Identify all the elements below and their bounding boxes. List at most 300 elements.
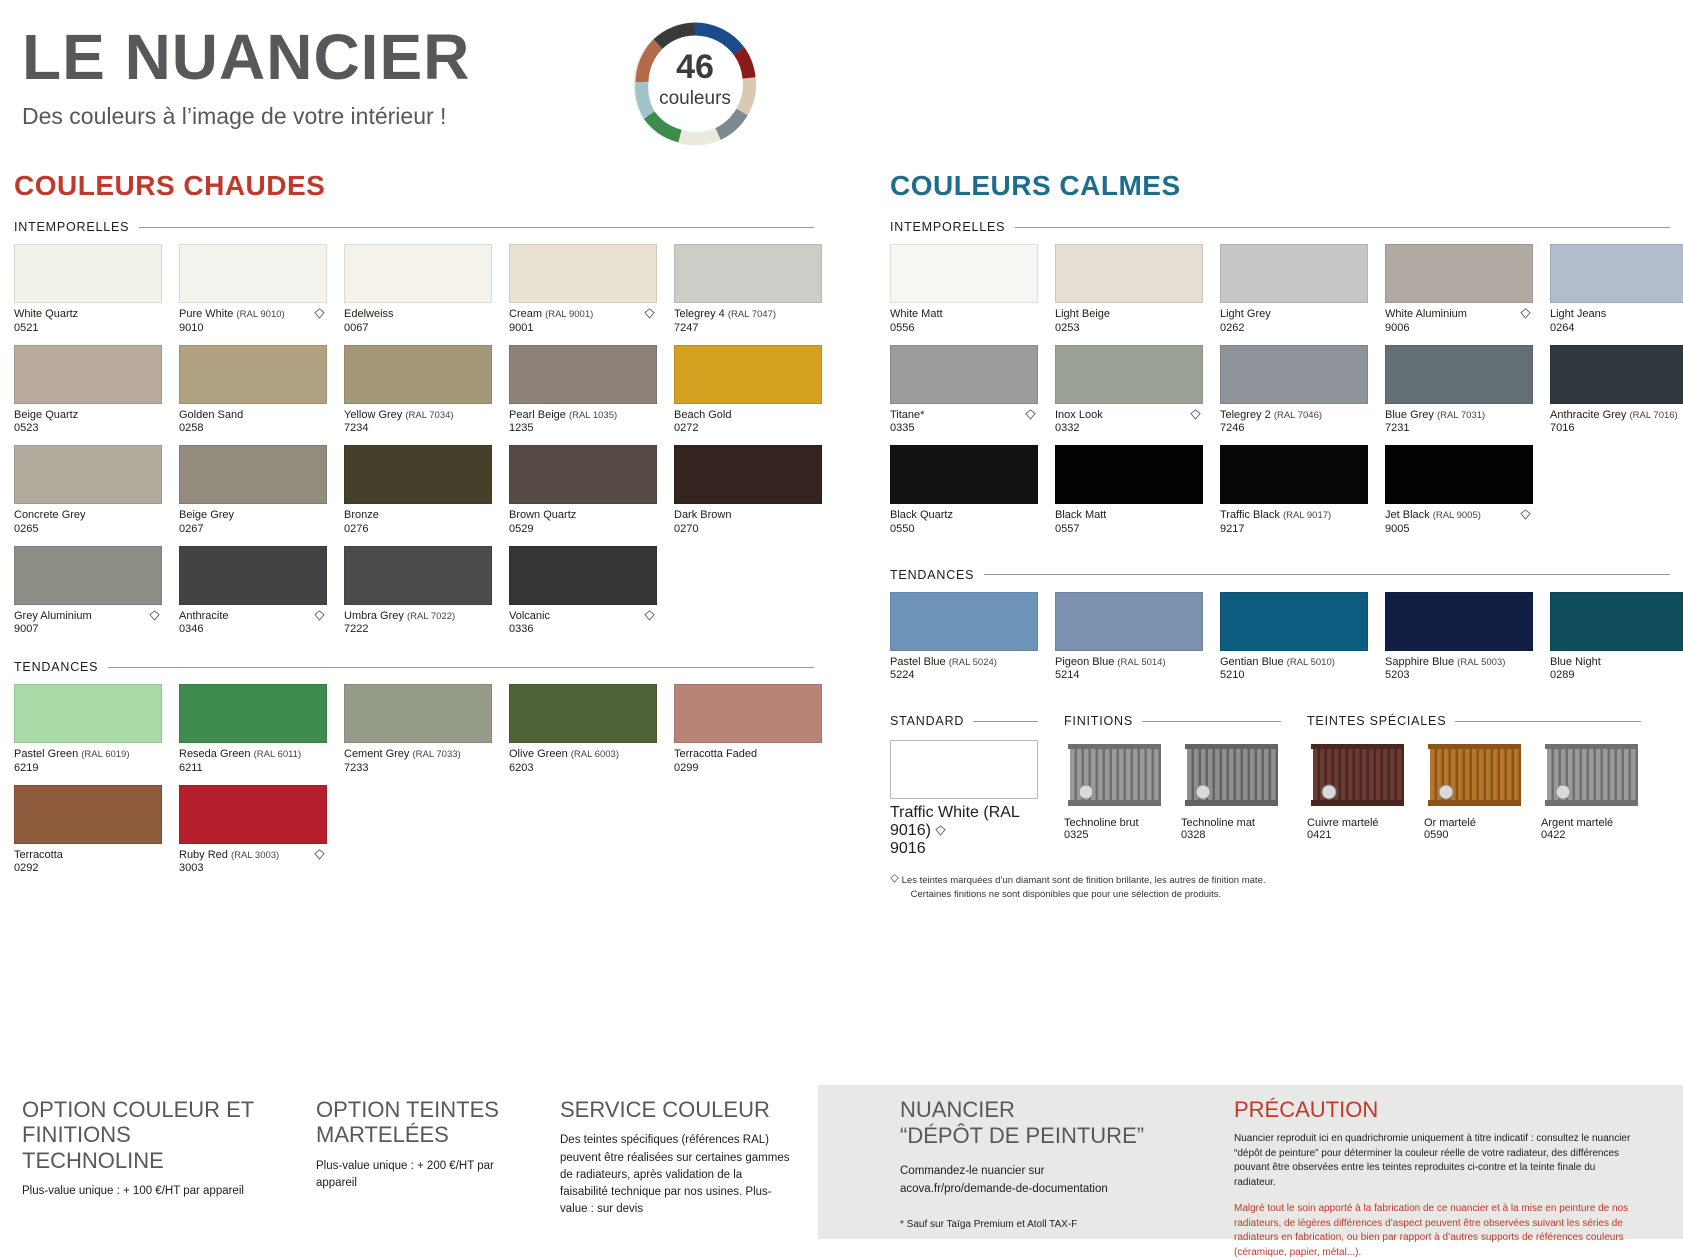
color-swatch[interactable]: [179, 546, 327, 638]
option-teintes-title: OPTION TEINTES MARTELÉES: [316, 1097, 499, 1148]
finitions-label: FINITIONS: [1064, 714, 1134, 728]
warm-colors-column: [14, 170, 814, 885]
swatch-code: 0253: [1055, 321, 1080, 334]
swatch-name: White Quartz: [14, 308, 79, 320]
swatch-name: Black Quartz: [890, 509, 953, 521]
swatch-code: 0067: [344, 321, 369, 334]
divider: [1455, 721, 1641, 722]
swatch-code: 0267: [179, 522, 204, 535]
swatch-code: 7246: [1220, 422, 1245, 435]
nuancier-note: * Sauf sur Taïga Premium et Atoll TAX-F: [900, 1218, 1078, 1230]
swatch-code: 1235: [509, 422, 534, 435]
swatch-name: Sapphire Blue (RAL 5003): [1385, 655, 1506, 668]
swatch-chip[interactable]: [1550, 345, 1683, 404]
nuancier-block: [900, 1097, 1170, 1260]
teintes-items: [1307, 740, 1641, 841]
gloss-diamond-icon: [890, 874, 899, 888]
swatch-chip[interactable]: [179, 445, 327, 504]
page-header: [22, 10, 802, 155]
gloss-diamond-icon: [644, 308, 655, 319]
swatch-name: Grey Aluminium: [14, 609, 92, 622]
swatch-name: White Matt: [890, 308, 943, 320]
swatch-chip[interactable]: [890, 244, 1038, 303]
finish-item[interactable]: [1181, 740, 1281, 841]
finish-item[interactable]: [1307, 740, 1407, 841]
swatch-chip[interactable]: [179, 244, 327, 303]
swatch-name: Beige Grey: [179, 509, 235, 521]
swatch-ral: (RAL 6011): [253, 749, 302, 760]
swatch-code: 7234: [344, 422, 369, 435]
swatch-chip[interactable]: [14, 785, 162, 844]
swatch-code: 0556: [890, 321, 915, 334]
radiator-icon: [1181, 740, 1281, 812]
swatch-chip[interactable]: [509, 244, 657, 303]
calm-colors-column: [890, 170, 1678, 903]
swatch-ral: (RAL 9001): [545, 309, 594, 320]
swatch-chip[interactable]: [179, 785, 327, 844]
swatch-name: Ruby Red (RAL 3003): [179, 848, 280, 861]
swatch-chip[interactable]: [674, 244, 822, 303]
teintes-label: TEINTES SPÉCIALES: [1307, 714, 1447, 728]
color-swatch[interactable]: [1055, 345, 1203, 437]
gloss-diamond-icon: [1025, 409, 1036, 420]
precaution-text-2: Malgré tout le soin apporté à la fabrication de ce nuancier et à la mise en peinture de nos radiateurs, de légères différences d’aspect peuvent être observées suivant les séries de radiateurs en fabrication, ou bien par rapport à d’autres supports de références couleurs (céramique, papier, métal...).: [1234, 1203, 1629, 1258]
swatch-code: 0550: [890, 522, 915, 535]
color-swatch[interactable]: [890, 592, 1038, 684]
swatch-ral: (RAL 7034): [405, 409, 454, 421]
color-swatch[interactable]: [890, 244, 1038, 336]
swatch-name: Inox Look: [1055, 408, 1103, 421]
gloss-diamond-icon: [314, 308, 325, 319]
service-couleur-block: [560, 1097, 790, 1219]
swatch-name: Traffic Black (RAL 9017): [1220, 509, 1332, 521]
color-swatch[interactable]: [14, 244, 162, 336]
finish-code: 0328: [1181, 829, 1206, 841]
finishes-row: [890, 714, 1670, 858]
swatch-code: 9217: [1220, 522, 1245, 535]
option-couleur-text: Plus-value unique : + 100 €/HT par appareil: [22, 1184, 244, 1197]
swatch-name: Terracotta: [14, 848, 63, 861]
radiator-icon: [1424, 740, 1524, 812]
radiator-icon: [1541, 740, 1641, 812]
color-swatch[interactable]: [1385, 244, 1533, 336]
swatch-code: 7233: [344, 761, 369, 774]
swatch-chip[interactable]: [1385, 445, 1533, 504]
swatch-name: Umbra Grey (RAL 7022): [344, 609, 456, 622]
standard-block: [890, 714, 1038, 858]
swatch-code: 0270: [674, 522, 699, 535]
swatch-ral: (RAL 7016): [1629, 409, 1678, 421]
swatch-code: 0332: [1055, 422, 1080, 435]
swatch-chip[interactable]: [509, 345, 657, 404]
swatch-chip[interactable]: [1055, 592, 1203, 651]
nuancier-link[interactable]: acova.fr/pro/demande-de-documentation: [900, 1183, 1108, 1196]
color-swatch[interactable]: [1220, 244, 1368, 336]
swatch-ral: (RAL 6003): [570, 749, 619, 760]
swatch-chip[interactable]: [674, 345, 822, 404]
precaution-title: PRÉCAUTION: [1234, 1097, 1379, 1122]
finish-name: Argent martelé: [1541, 817, 1614, 829]
finitions-heading: [1064, 714, 1281, 728]
swatch-name: Concrete Grey: [14, 509, 86, 521]
swatch-ral: (RAL 5003): [1457, 656, 1506, 668]
swatch-name: Black Matt: [1055, 509, 1107, 521]
nuancier-title-2: “DÉPÔT DE PEINTURE”: [900, 1123, 1145, 1149]
warm-timeless-grid: [14, 244, 814, 646]
color-swatch[interactable]: [179, 785, 327, 877]
swatch-chip[interactable]: [14, 546, 162, 605]
swatch-chip[interactable]: [179, 546, 327, 605]
warm-trends-grid: [14, 684, 814, 885]
swatch-code: 0521: [14, 321, 39, 334]
swatch-ral: (RAL 7022): [406, 610, 456, 622]
color-swatch[interactable]: [1220, 345, 1368, 437]
swatch-ral: (RAL 6019): [81, 749, 130, 760]
page-title: LE NUANCIER: [22, 21, 471, 93]
swatch-code: 9006: [1385, 321, 1410, 334]
finish-name: Cuivre martelé: [1307, 817, 1379, 829]
color-swatch[interactable]: [890, 345, 1038, 437]
gloss-diamond-icon: [644, 610, 655, 621]
swatch-name: Light Beige: [1055, 308, 1111, 320]
swatch-code: 7247: [674, 321, 699, 334]
swatch-chip[interactable]: [1550, 244, 1683, 303]
swatch-ral: (RAL 1035): [568, 409, 618, 421]
swatch-code: 6219: [14, 761, 39, 774]
finish-image: [1064, 740, 1164, 812]
swatch-chip[interactable]: [344, 684, 492, 743]
swatch-name: Blue Grey (RAL 7031): [1385, 408, 1486, 421]
finish-item[interactable]: [1064, 740, 1164, 841]
swatch-code: 6211: [179, 761, 203, 774]
swatch-name: Light Grey: [1220, 308, 1271, 320]
swatch-code: 9001: [509, 321, 534, 334]
standard-ral: (RAL 9016): [890, 804, 1020, 839]
color-swatch[interactable]: [14, 546, 162, 638]
color-swatch[interactable]: [179, 445, 327, 537]
nuancier-text-1: Commandez-le nuancier sur: [900, 1164, 1045, 1177]
swatch-chip[interactable]: [1385, 244, 1533, 303]
swatch-chip[interactable]: [509, 445, 657, 504]
color-swatch[interactable]: [344, 445, 492, 537]
precaution-block: [1234, 1097, 1634, 1260]
swatch-name: Beach Gold: [674, 408, 732, 421]
gloss-diamond-icon: [314, 610, 325, 621]
gloss-diamond-icon: [314, 849, 325, 860]
swatch-name: Yellow Grey (RAL 7034): [344, 408, 454, 421]
swatch-ral: (RAL 7031): [1436, 409, 1486, 421]
standard-swatch[interactable]: [890, 740, 1038, 799]
swatch-chip[interactable]: [509, 684, 657, 743]
calm-trends-label: TENDANCES: [890, 567, 975, 582]
swatch-name: Dark Brown: [674, 509, 732, 521]
warm-trends-label: TENDANCES: [14, 660, 99, 674]
swatch-code: 9007: [14, 623, 39, 636]
precaution-text-1: Nuancier reproduit ici en quadrichromie uniquement à titre indicatif : consultez le nuancier “dépôt de peinture” pour déterminer la couleur réelle de votre radiateur, des différences pouvant être observées entre les teintes reproduites ci-contre et la teinte finale du radiateur.: [1234, 1133, 1631, 1188]
teintes-heading: [1307, 714, 1641, 728]
color-swatch[interactable]: [674, 445, 822, 537]
swatch-name: Telegrey 2 (RAL 7046): [1220, 408, 1323, 421]
gloss-diamond-icon: [1190, 409, 1201, 420]
swatch-code: 0265: [14, 522, 39, 535]
swatch-name: Anthracite Grey (RAL 7016): [1550, 408, 1678, 421]
color-swatch[interactable]: [344, 684, 492, 776]
option-teintes-text: Plus-value unique : + 200 €/HT par appareil: [316, 1159, 494, 1189]
swatch-chip[interactable]: [344, 546, 492, 605]
color-swatch[interactable]: [1055, 592, 1203, 684]
swatch-name: Cream (RAL 9001): [509, 308, 594, 320]
swatch-code: 0276: [344, 522, 369, 535]
swatch-name: Reseda Green (RAL 6011): [179, 748, 302, 760]
finish-name: Technoline brut: [1064, 817, 1139, 829]
color-swatch[interactable]: [1220, 592, 1368, 684]
swatch-name: Cement Grey (RAL 7033): [344, 748, 461, 760]
color-swatch[interactable]: [14, 785, 162, 877]
swatch-chip[interactable]: [14, 684, 162, 743]
swatch-name: Brown Quartz: [509, 509, 577, 521]
gloss-diamond-icon: [1520, 308, 1531, 319]
swatch-code: 9010: [179, 321, 204, 334]
swatch-name: Pastel Green (RAL 6019): [14, 748, 130, 760]
swatch-name: Edelweiss: [344, 308, 394, 320]
option-couleur-title: OPTION COULEUR ET FINITIONS TECHNOLINE: [22, 1097, 254, 1173]
swatch-code: 0529: [509, 522, 534, 535]
swatch-chip[interactable]: [1385, 592, 1533, 651]
swatch-name: Pastel Blue (RAL 5024): [890, 655, 997, 668]
divider: [973, 721, 1038, 722]
swatch-name: Pearl Beige (RAL 1035): [509, 408, 618, 421]
swatch-chip[interactable]: [1220, 244, 1368, 303]
finish-footnote: [890, 874, 1670, 903]
swatch-chip[interactable]: [1220, 445, 1368, 504]
calm-timeless-heading: [890, 220, 1670, 234]
swatch-chip[interactable]: [14, 244, 162, 303]
color-swatch[interactable]: [674, 244, 822, 336]
swatch-code: 7231: [1385, 422, 1410, 435]
swatch-chip[interactable]: [344, 445, 492, 504]
option-teintes-block: [316, 1097, 516, 1219]
swatch-ral: (RAL 7046): [1273, 409, 1323, 421]
swatch-chip[interactable]: [1055, 244, 1203, 303]
standard-code: 9016: [890, 840, 926, 857]
swatch-code: 0272: [674, 422, 699, 435]
swatch-code: 9005: [1385, 522, 1410, 535]
swatch-name: Golden Sand: [179, 408, 244, 421]
finish-image: [1307, 740, 1407, 812]
swatch-ral: (RAL 7033): [412, 749, 461, 760]
color-swatch[interactable]: [1550, 244, 1683, 336]
finish-code: 0325: [1064, 829, 1089, 841]
swatch-chip[interactable]: [1550, 592, 1683, 651]
swatch-ral: (RAL 9017): [1282, 510, 1332, 521]
swatch-code: 0289: [1550, 669, 1575, 682]
warm-colors-title: COULEURS CHAUDES: [14, 170, 326, 201]
swatch-code: 7222: [344, 623, 369, 636]
color-swatch[interactable]: [1055, 244, 1203, 336]
swatch-chip[interactable]: [1055, 345, 1203, 404]
color-swatch[interactable]: [14, 445, 162, 537]
footnote-line-2: Certaines finitions ne sont disponibles que pour une sélection de produits.: [910, 889, 1222, 901]
color-swatch[interactable]: [1385, 592, 1533, 684]
swatch-code: 3003: [179, 862, 204, 875]
color-swatch[interactable]: [509, 445, 657, 537]
swatch-code: 0335: [890, 422, 915, 435]
swatch-name: Gentian Blue (RAL 5010): [1220, 655, 1335, 668]
radiator-icon: [1307, 740, 1407, 812]
finish-image: [1181, 740, 1281, 812]
gloss-diamond-icon: [149, 610, 160, 621]
gloss-diamond-icon: [935, 825, 946, 836]
swatch-name: Beige Quartz: [14, 408, 79, 421]
bottom-bar: [0, 1085, 1683, 1258]
swatch-name: Anthracite: [179, 609, 229, 622]
color-swatch[interactable]: [509, 244, 657, 336]
calm-colors-title: COULEURS CALMES: [890, 170, 1181, 201]
finish-name: Technoline mat: [1181, 817, 1255, 829]
swatch-chip[interactable]: [890, 592, 1038, 651]
swatch-chip[interactable]: [674, 684, 822, 743]
color-swatch[interactable]: [1550, 592, 1683, 684]
warm-timeless-heading: [14, 220, 814, 234]
color-swatch[interactable]: [1385, 445, 1533, 537]
swatch-name: Blue Night: [1550, 655, 1601, 668]
swatch-code: 0299: [674, 761, 699, 774]
finish-code: 0421: [1307, 829, 1332, 841]
bottom-right-panel: [900, 1097, 1660, 1260]
color-swatch[interactable]: [1220, 445, 1368, 537]
swatch-chip[interactable]: [1055, 445, 1203, 504]
nuancier-title-1: NUANCIER: [900, 1097, 1015, 1122]
calm-timeless-grid: [890, 244, 1678, 546]
swatch-code: 0262: [1220, 321, 1245, 334]
color-swatch[interactable]: [674, 684, 822, 776]
color-swatch[interactable]: [1385, 345, 1533, 437]
calm-trends-heading: [890, 568, 1670, 582]
swatch-ral: (RAL 9010): [236, 309, 285, 320]
swatch-ral: (RAL 9005): [1432, 510, 1481, 521]
swatch-ral: (RAL 5010): [1286, 656, 1335, 668]
swatch-code: 0292: [14, 862, 39, 875]
finish-image: [1424, 740, 1524, 812]
finish-name: Or martelé: [1424, 817, 1476, 829]
color-swatch[interactable]: [509, 345, 657, 437]
color-swatch[interactable]: [509, 684, 657, 776]
color-swatch[interactable]: [344, 546, 492, 638]
swatch-code: 0264: [1550, 321, 1575, 334]
color-swatch[interactable]: [1055, 445, 1203, 537]
badge-number: 46: [676, 48, 714, 86]
finish-item[interactable]: [1541, 740, 1641, 841]
swatch-chip[interactable]: [674, 445, 822, 504]
color-swatch[interactable]: [674, 345, 822, 437]
swatch-name: Titane*: [890, 408, 925, 421]
swatch-chip[interactable]: [1220, 345, 1368, 404]
color-swatch[interactable]: [179, 244, 327, 336]
swatch-chip[interactable]: [179, 684, 327, 743]
color-swatch[interactable]: [179, 345, 327, 437]
option-couleur-block: [22, 1097, 272, 1219]
footnote-line-1: Les teintes marquées d’un diamant sont de finition brillante, les autres de finition mate.: [901, 875, 1266, 886]
nuancier-text: [900, 1162, 1170, 1199]
swatch-name: Pigeon Blue (RAL 5014): [1055, 655, 1166, 668]
swatch-code: 5210: [1220, 669, 1245, 682]
color-swatch[interactable]: [509, 546, 657, 638]
swatch-name: Pure White (RAL 9010): [179, 308, 285, 320]
teintes-speciales-block: [1307, 714, 1641, 858]
swatch-chip[interactable]: [14, 445, 162, 504]
color-swatch[interactable]: [179, 684, 327, 776]
service-couleur-text: Des teintes spécifiques (références RAL) peuvent être réalisées sur certaines gammes de radiateurs, après validation de la faisabilité technique par nos usines. Plus-value : sur devis: [560, 1134, 790, 1216]
bottom-left-options: [22, 1097, 812, 1219]
color-swatch[interactable]: [890, 445, 1038, 537]
divider: [1015, 227, 1670, 228]
swatch-chip[interactable]: [509, 546, 657, 605]
finish-image: [1541, 740, 1641, 812]
finitions-block: [1064, 714, 1281, 858]
swatch-chip[interactable]: [344, 244, 492, 303]
swatch-code: 5214: [1055, 669, 1080, 682]
standard-name-text: Traffic White: [890, 804, 979, 821]
swatch-name: Olive Green (RAL 6003): [509, 748, 619, 760]
standard-name: [890, 804, 1038, 840]
colors-count-badge: [622, 16, 768, 152]
swatch-ral: (RAL 3003): [230, 849, 280, 861]
swatch-chip[interactable]: [890, 445, 1038, 504]
divider: [139, 227, 814, 228]
color-swatch[interactable]: [344, 244, 492, 336]
swatch-name: Jet Black (RAL 9005): [1385, 509, 1481, 521]
swatch-chip[interactable]: [179, 345, 327, 404]
swatch-ral: (RAL 7047): [727, 309, 777, 320]
calm-trends-grid: [890, 592, 1670, 693]
swatch-code: 0557: [1055, 522, 1080, 535]
standard-heading: [890, 714, 1038, 728]
color-swatch[interactable]: [1550, 345, 1683, 437]
radiator-icon: [1064, 740, 1164, 812]
gloss-diamond-icon: [1520, 509, 1531, 520]
standard-label: STANDARD: [890, 714, 965, 728]
finish-code: 0590: [1424, 829, 1449, 841]
swatch-chip[interactable]: [890, 345, 1038, 404]
swatch-code: 0523: [14, 422, 39, 435]
swatch-chip[interactable]: [1220, 592, 1368, 651]
divider: [1142, 721, 1281, 722]
page-subtitle: Des couleurs à l’image de votre intérieur !: [22, 103, 447, 130]
swatch-name: White Aluminium: [1385, 308, 1467, 320]
swatch-name: Light Jeans: [1550, 308, 1607, 320]
swatch-name: Terracotta Faded: [674, 748, 758, 760]
warm-timeless-label: INTEMPORELLES: [14, 220, 130, 234]
color-swatch[interactable]: [344, 345, 492, 437]
finish-item[interactable]: [1424, 740, 1524, 841]
divider: [108, 667, 814, 668]
swatch-ral: (RAL 5024): [948, 656, 997, 668]
swatch-code: 0336: [509, 623, 534, 636]
swatch-chip[interactable]: [14, 345, 162, 404]
swatch-name: Volcanic: [509, 609, 550, 622]
swatch-name: Bronze: [344, 509, 379, 521]
swatch-code: 0258: [179, 422, 204, 435]
swatch-chip[interactable]: [344, 345, 492, 404]
color-swatch[interactable]: [14, 345, 162, 437]
calm-timeless-label: INTEMPORELLES: [890, 220, 1006, 234]
swatch-ral: (RAL 5014): [1117, 656, 1166, 668]
swatch-code: 5203: [1385, 669, 1410, 682]
swatch-chip[interactable]: [1385, 345, 1533, 404]
swatch-code: 5224: [890, 669, 915, 682]
swatch-code: 7016: [1550, 422, 1575, 435]
color-swatch[interactable]: [14, 684, 162, 776]
